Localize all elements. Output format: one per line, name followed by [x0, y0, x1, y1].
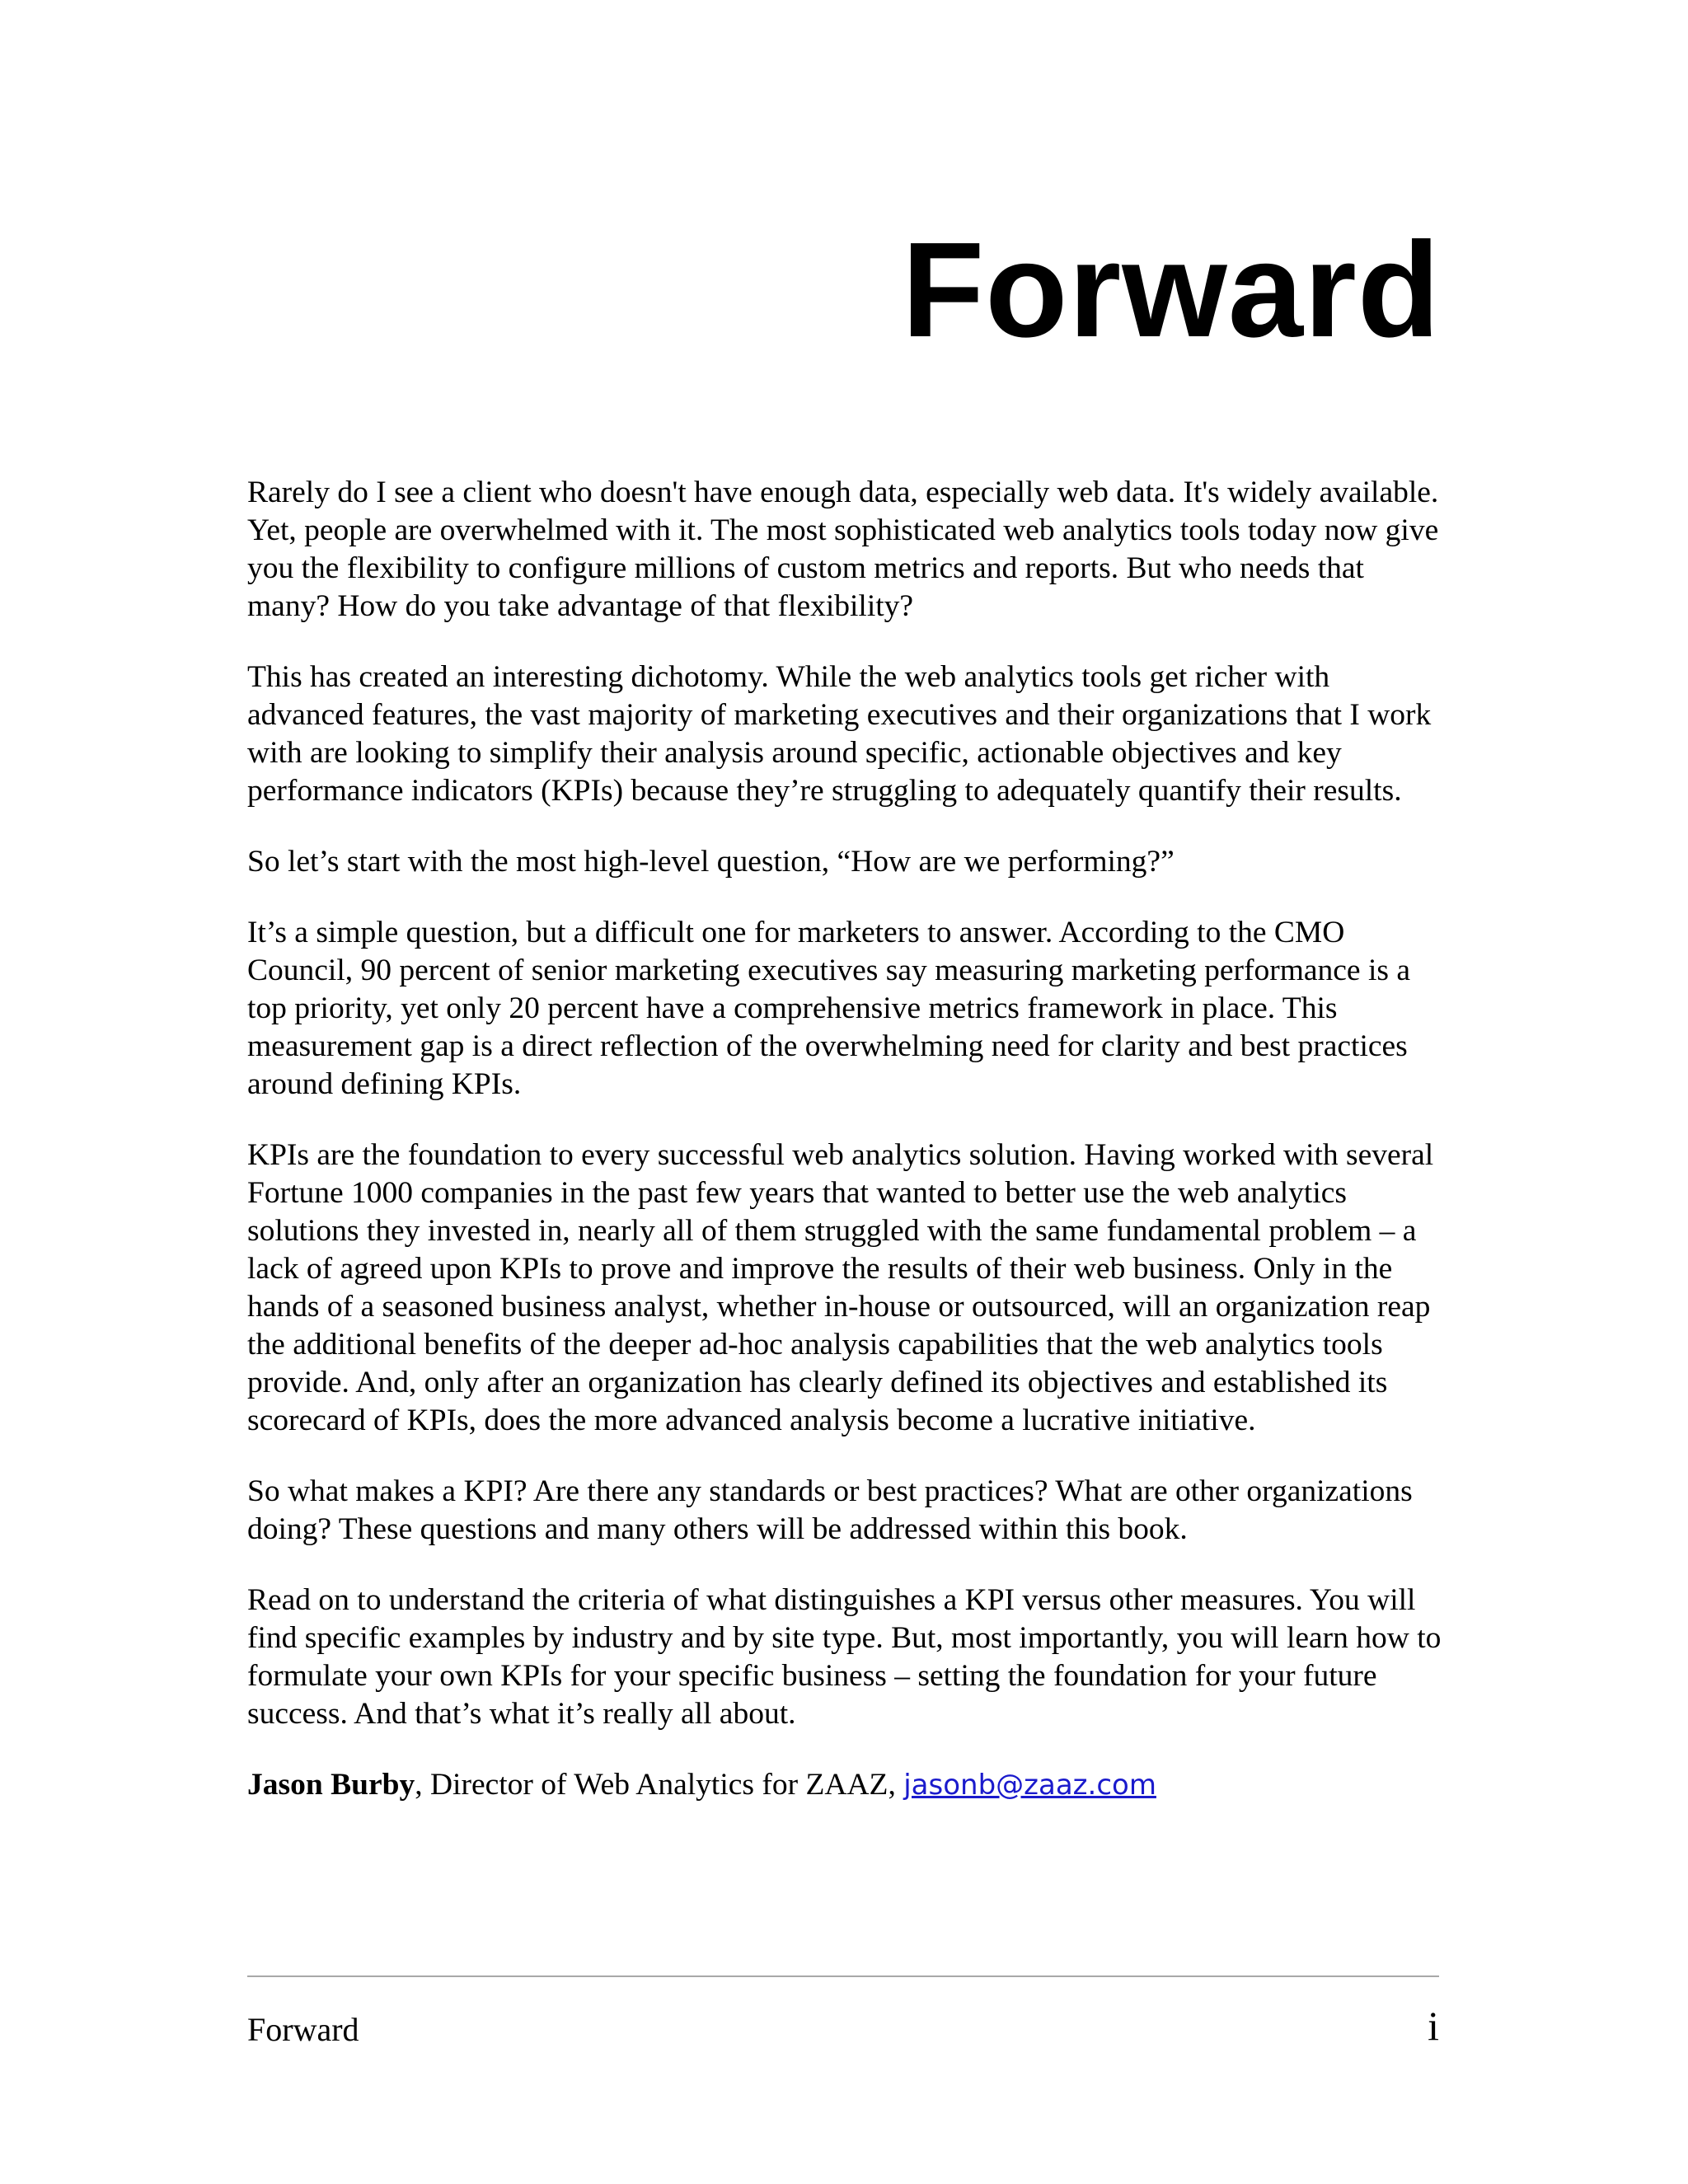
footer-divider [247, 1975, 1439, 1977]
signature-line [247, 1766, 1451, 1804]
paragraph-2: This has created an interesting dichotomy. While the web analytics tools get richer with advanced features, the vast majority of marketing executives and their organizations that I work with are looking to simplify their analysis around specific, actionable objectives and key performance indicators (KPIs) because they’re struggling to adequately quantify their results. [247, 660, 1432, 808]
paragraph-7: Read on to understand the criteria of what distinguishes a KPI versus other measures. You will find specific examples by industry and by site type. But, most importantly, you will learn how to formulate your own KPIs for your specific business – setting the foundation for your future success. And that’s what it’s really all about. [247, 1583, 1442, 1731]
paragraph-4: It’s a simple question, but a difficult one for marketers to answer. According to the CMO Council, 90 percent of senior marketing executives say measuring marketing performance is a top priority, yet only 20 percent have a comprehensive metrics framework in place. This measurement gap is a direct reflection of the overwhelming need for clarity and best practices around defining KPIs. [247, 916, 1410, 1101]
author-email-link[interactable]: jasonb@zaaz.com [903, 1769, 1156, 1802]
foreword-body [247, 474, 1451, 1837]
author-name: Jason Burby [247, 1768, 415, 1802]
footer-page-number: i [1428, 2003, 1439, 2049]
paragraph-5: KPIs are the foundation to every successful web analytics solution. Having worked with several Fortune 1000 companies in the past few years that wanted to better use the web analytics solutions they invested in, nearly all of them struggled with the same fundamental problem – a lack of agreed upon KPIs to prove and improve the results of their web business. Only in the hands of a seasoned business analyst, whether in-house or outsourced, will an organization reap the additional benefits of the deeper ad-hoc analysis capabilities that the web analytics tools provide. And, only after an organization has clearly defined its objectives and established its scorecard of KPIs, does the more advanced analysis become a lucrative initiative. [247, 1138, 1434, 1437]
paragraph-1: Rarely do I see a client who doesn't have enough data, especially web data. It's widely available. Yet, people are overwhelmed with it. The most sophisticated web analytics tools today now give you the flexibility to configure millions of custom metrics and reports. But who needs that many? How do you take advantage of that flexibility? [247, 476, 1439, 623]
paragraph-6: So what makes a KPI? Are there any standards or best practices? What are other organizations doing? These questions and many others will be addressed within this book. [247, 1474, 1413, 1546]
paragraph-3: So let’s start with the most high-level question, “How are we performing?” [247, 845, 1175, 879]
footer-section-label: Forward [247, 2011, 359, 2048]
page-title: Forward [902, 214, 1441, 365]
author-role: , Director of Web Analytics for ZAAZ, [415, 1768, 904, 1802]
